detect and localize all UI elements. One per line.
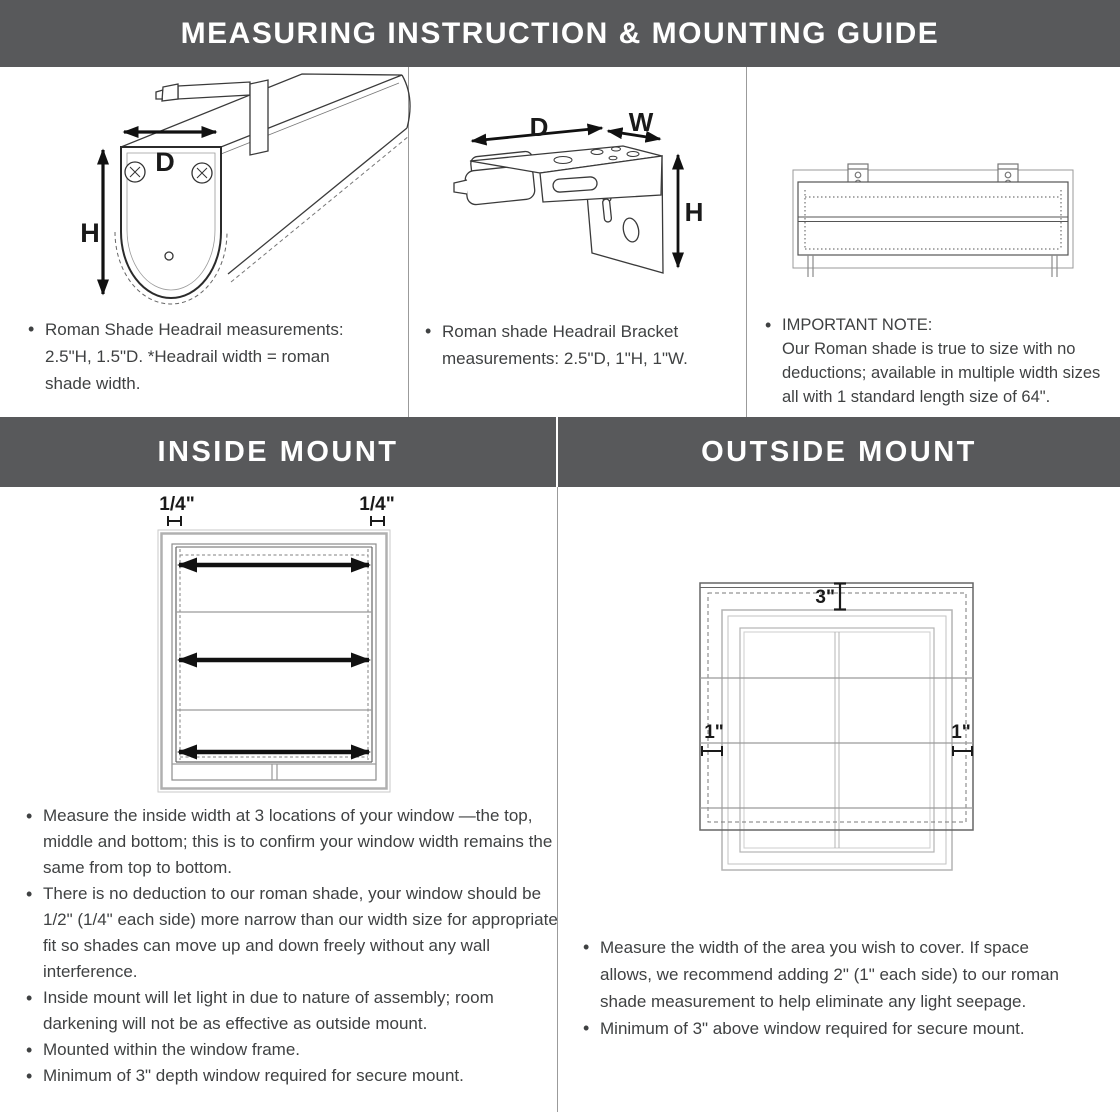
bracket-leg bbox=[250, 80, 268, 155]
list-item: • Mounted within the window frame. bbox=[26, 1037, 566, 1063]
top-divider-2 bbox=[746, 67, 747, 417]
inside-mount-diagram bbox=[140, 493, 410, 803]
label-h: H bbox=[80, 218, 100, 248]
list-item bbox=[765, 313, 1109, 409]
label-w: W bbox=[628, 107, 654, 137]
important-note-body: Our Roman shade is true to size with no deductions; available in multiple width sizes all with 1 standard length size of 64". bbox=[782, 340, 1101, 406]
list-item: • Minimum of 3" above window required for secure mount. bbox=[583, 1015, 1080, 1042]
inside-mount-title: INSIDE MOUNT bbox=[0, 417, 556, 487]
bracket-diagram bbox=[435, 95, 745, 330]
list-item: • Roman Shade Headrail measurements: 2.5"H, 1.5"D. *Headrail width = roman shade width. bbox=[28, 316, 364, 397]
label-h: H bbox=[684, 197, 704, 227]
outside-mount-diagram bbox=[688, 570, 988, 880]
list-item: • Roman shade Headrail Bracket measurements: 2.5"D, 1"H, 1"W. bbox=[425, 318, 727, 372]
mounted-shade-diagram bbox=[780, 146, 1080, 296]
left-gap-bracket bbox=[702, 746, 722, 756]
headrail-note bbox=[28, 316, 364, 397]
top-gap-label: 3" bbox=[815, 587, 835, 608]
left-gap-label: 1" bbox=[704, 722, 724, 743]
left-gap-label: 1/4" bbox=[159, 494, 195, 515]
list-item: • Minimum of 3" depth window required for secure mount. bbox=[26, 1063, 566, 1089]
right-gap-label: 1" bbox=[951, 722, 971, 743]
important-note-title: • IMPORTANT NOTE: bbox=[782, 316, 933, 334]
bracket-arm bbox=[178, 82, 250, 99]
inside-mount-notes bbox=[26, 803, 566, 1089]
gap-bracket-right bbox=[371, 516, 384, 526]
right-gap-bracket bbox=[953, 746, 972, 756]
important-note bbox=[765, 313, 1109, 409]
headrail-diagram bbox=[50, 66, 405, 318]
headrail-front bbox=[798, 182, 1068, 255]
list-item: • Measure the inside width at 3 locations of your window —the top, middle and bottom; this is to confirm your window width remains the same from top to bottom. bbox=[26, 803, 566, 881]
gap-bracket-left bbox=[168, 516, 181, 526]
page-title: MEASURING INSTRUCTION & MOUNTING GUIDE bbox=[0, 0, 1120, 67]
label-d: D bbox=[529, 112, 549, 142]
list-item: • Measure the width of the area you wish to cover. If space allows, we recommend adding 2" (1" each side) to our roman shade measurement to help eliminate any light seepage. bbox=[583, 934, 1080, 1015]
window-frame bbox=[722, 610, 952, 870]
list-item: • Inside mount will let light in due to nature of assembly; room darkening will not be as effective as outside mount. bbox=[26, 985, 566, 1037]
label-d: D bbox=[155, 147, 175, 177]
outside-mount-notes bbox=[583, 934, 1080, 1042]
outside-mount-title: OUTSIDE MOUNT bbox=[558, 417, 1120, 487]
right-gap-label: 1/4" bbox=[359, 494, 395, 515]
list-item: • There is no deduction to our roman shade, your window should be 1/2" (1/4" each side) more narrow than our width size for appropriate fit so shades can move up and down freely without any wall interference. bbox=[26, 881, 566, 985]
bracket-note bbox=[425, 318, 727, 372]
